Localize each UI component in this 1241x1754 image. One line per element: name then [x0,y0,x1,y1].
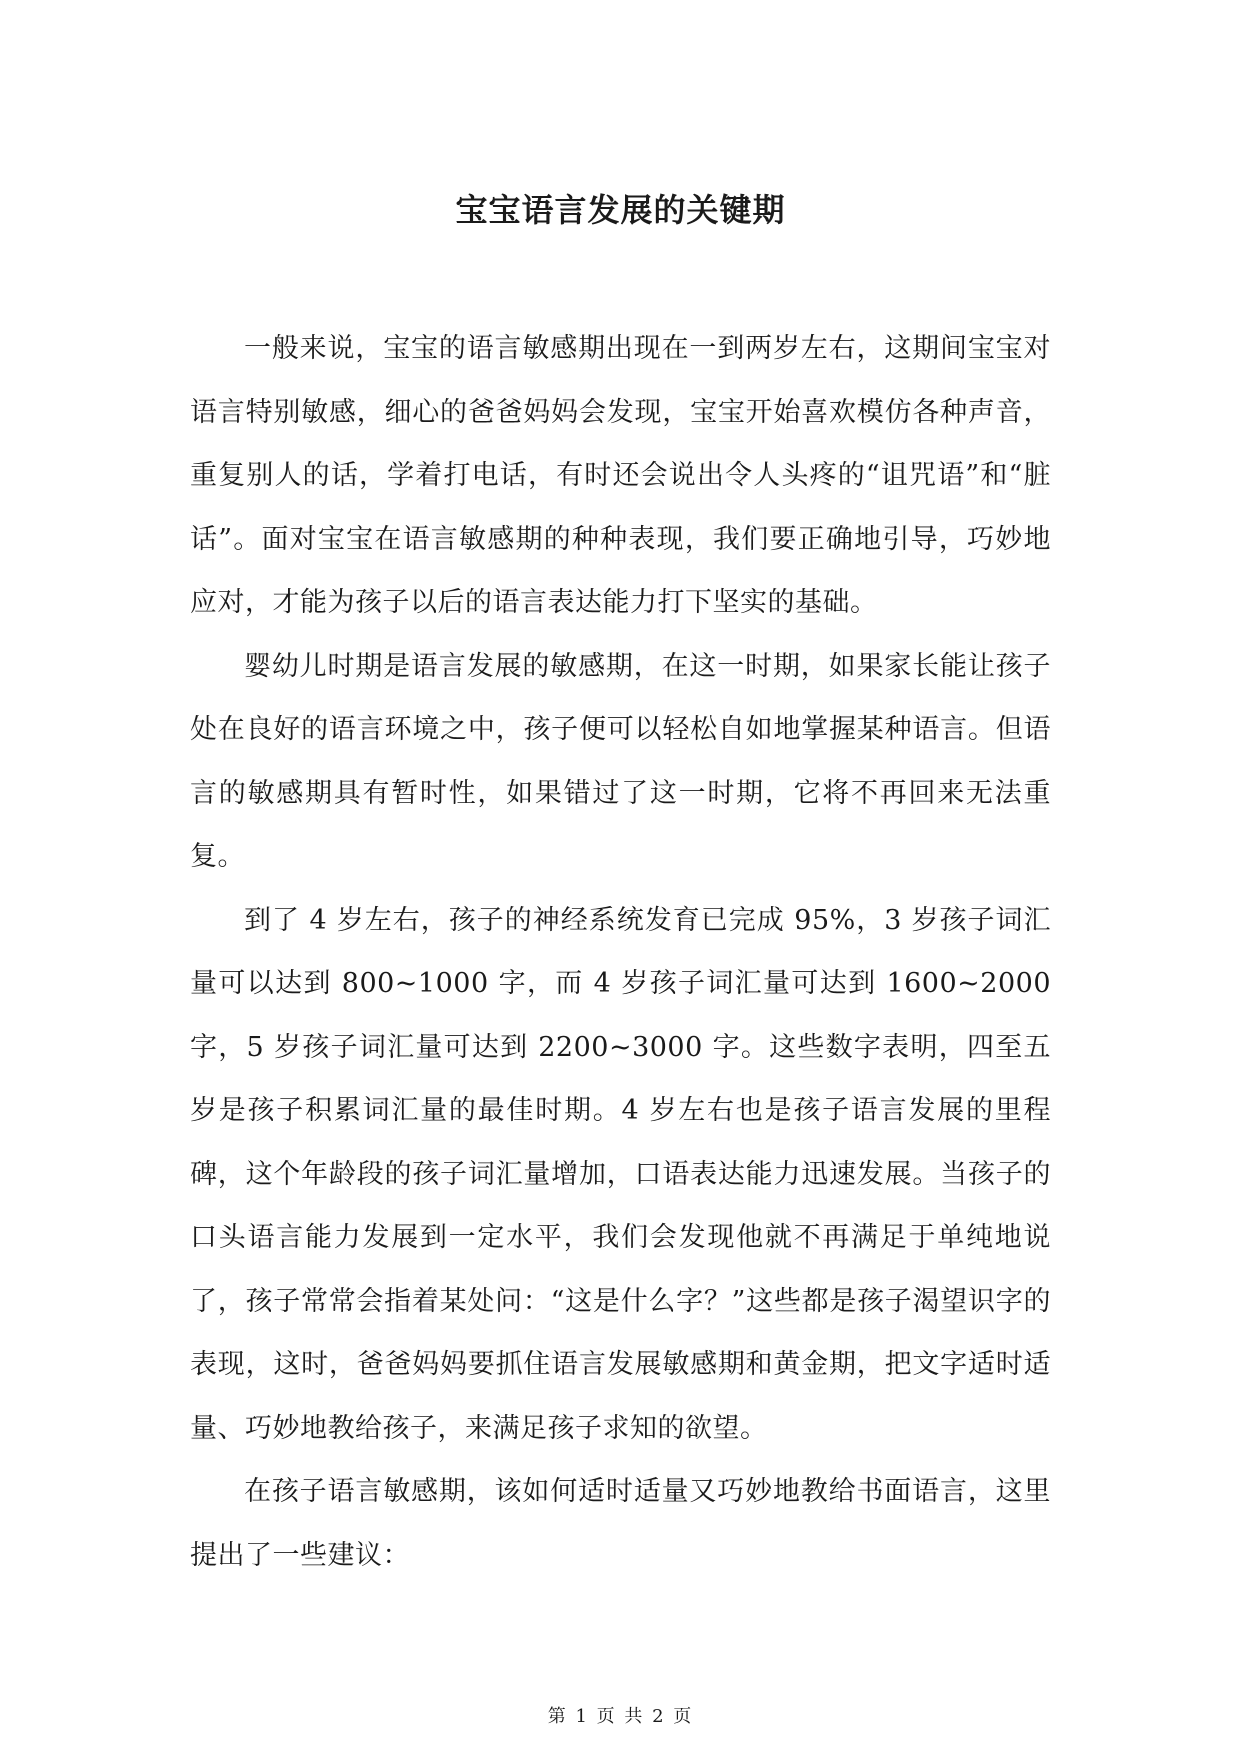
paragraph-2: 婴幼儿时期是语言发展的敏感期，在这一时期，如果家长能让孩子处在良好的语言环境之中，孩子便可以轻松自如地掌握某种语言。但语言的敏感期具有暂时性，如果错过了这一时期，它将不再回来无法重复。 [190,650,1051,872]
document-body [190,317,1051,1587]
paragraph-3: 到了 4 岁左右，孩子的神经系统发育已完成 95%，3 岁孩子词汇量可以达到 800~1000 字，而 4 岁孩子词汇量可达到 1600~2000 字，5 岁孩子词汇量可达到 2200~3000 字。这些数字表明，四至五岁是孩子积累词汇量的最佳时期。4 岁左右也是孩子语言发展的里程碑，这个年龄段的孩子词汇量增加，口语表达能力迅速发展。当孩子的口头语言能力发展到一定水平，我们会发现他就不再满足于单纯地说了，孩子常常会指着某处问：“这是什么字？”这些都是孩子渴望识字的表现，这时，爸爸妈妈要抓住语言发展敏感期和黄金期，把文字适时适量、巧妙地教给孩子，来满足孩子求知的欲望。 [190,904,1051,1444]
page-number-footer: 第 1 页 共 2 页 [547,1706,694,1727]
paragraph-4: 在孩子语言敏感期，该如何适时适量又巧妙地教给书面语言，这里提出了一些建议： [190,1476,1051,1571]
document-title: 宝宝语言发展的关键期 [455,191,786,229]
paragraph-1: 一般来说，宝宝的语言敏感期出现在一到两岁左右，这期间宝宝对语言特别敏感，细心的爸爸妈妈会发现，宝宝开始喜欢模仿各种声音，重复别人的话，学着打电话，有时还会说出令人头疼的“诅咒语”和“脏话”。面对宝宝在语言敏感期的种种表现，我们要正确地引导，巧妙地应对，才能为孩子以后的语言表达能力打下坚实的基础。 [190,333,1051,618]
